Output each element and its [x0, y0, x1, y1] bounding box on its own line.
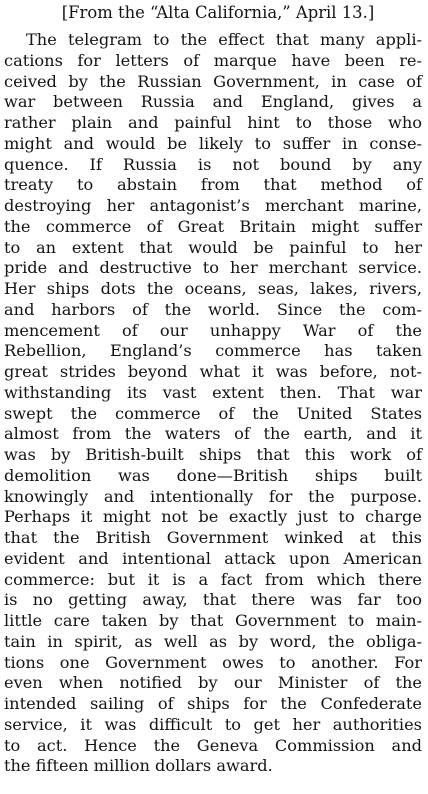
article-line: the fifteen million dollars award.	[4, 756, 273, 776]
article-line: service, it was difficult to get her authorities	[4, 714, 422, 734]
article-line: was by British-built ships that this work of	[4, 445, 422, 464]
article-line: knowingly and intentionally for the purpose.	[4, 486, 422, 506]
article-line: tions one Government owes to another. For	[4, 652, 422, 672]
article-line: tain in spirit, as well as by word, the obliga-	[4, 631, 422, 651]
article-line: rather plain and painful hint to those who	[4, 113, 422, 132]
article-body	[4, 30, 422, 777]
article-source-heading: [From the “Alta California,” April 13.]	[61, 3, 375, 22]
article-line: The telegram to the effect that many appli-	[26, 30, 422, 49]
article-line: even when notified by our Minister of the	[4, 673, 422, 693]
article-line: ceived by the Russian Government, in case of	[4, 71, 422, 91]
article-line: withstanding its vast extent then. That war	[4, 382, 422, 402]
article-line: is no getting away, that there was far too	[4, 590, 422, 610]
article-line: great strides beyond what it was before, not-	[4, 362, 422, 381]
article-line: that the British Government winked at this	[4, 528, 422, 547]
article-line: Her ships dots the oceans, seas, lakes, rivers,	[4, 279, 422, 298]
article-line: and harbors of the world. Since the com-	[4, 299, 422, 319]
article-line: demolition was done—British ships built	[4, 465, 422, 485]
article-line: Rebellion, England’s commerce has taken	[4, 341, 422, 361]
article-line: pride and destructive to her merchant service.	[4, 258, 422, 278]
article-line: intended sailing of ships for the Confederate	[4, 694, 422, 713]
article-line: might and would be likely to suffer in conse-	[4, 133, 422, 153]
article-line: cations for letters of marque have been re-	[4, 50, 422, 70]
article-line: war between Russia and England, gives a	[4, 92, 422, 112]
article-line: treaty to abstain from that method of	[4, 175, 422, 195]
article-line: to an extent that would be painful to her	[4, 237, 422, 257]
article-line: to act. Hence the Geneva Commission and	[4, 735, 422, 755]
article-line: little care taken by that Government to main-	[4, 611, 422, 630]
article-line: mencement of our unhappy War of the	[4, 320, 422, 340]
article-line: commerce: but it is a fact from which there	[4, 569, 422, 589]
article-line: almost from the waters of the earth, and it	[4, 424, 422, 444]
article-line: quence. If Russia is not bound by any	[4, 154, 422, 174]
article-line: the commerce of Great Britain might suffer	[4, 216, 422, 236]
article-line: destroying her antagonist’s merchant marine,	[4, 196, 422, 215]
article-line: Perhaps it might not be exactly just to charge	[4, 507, 422, 527]
article-line: evident and intentional attack upon American	[4, 548, 422, 568]
article-line: swept the commerce of the United States	[4, 403, 422, 423]
